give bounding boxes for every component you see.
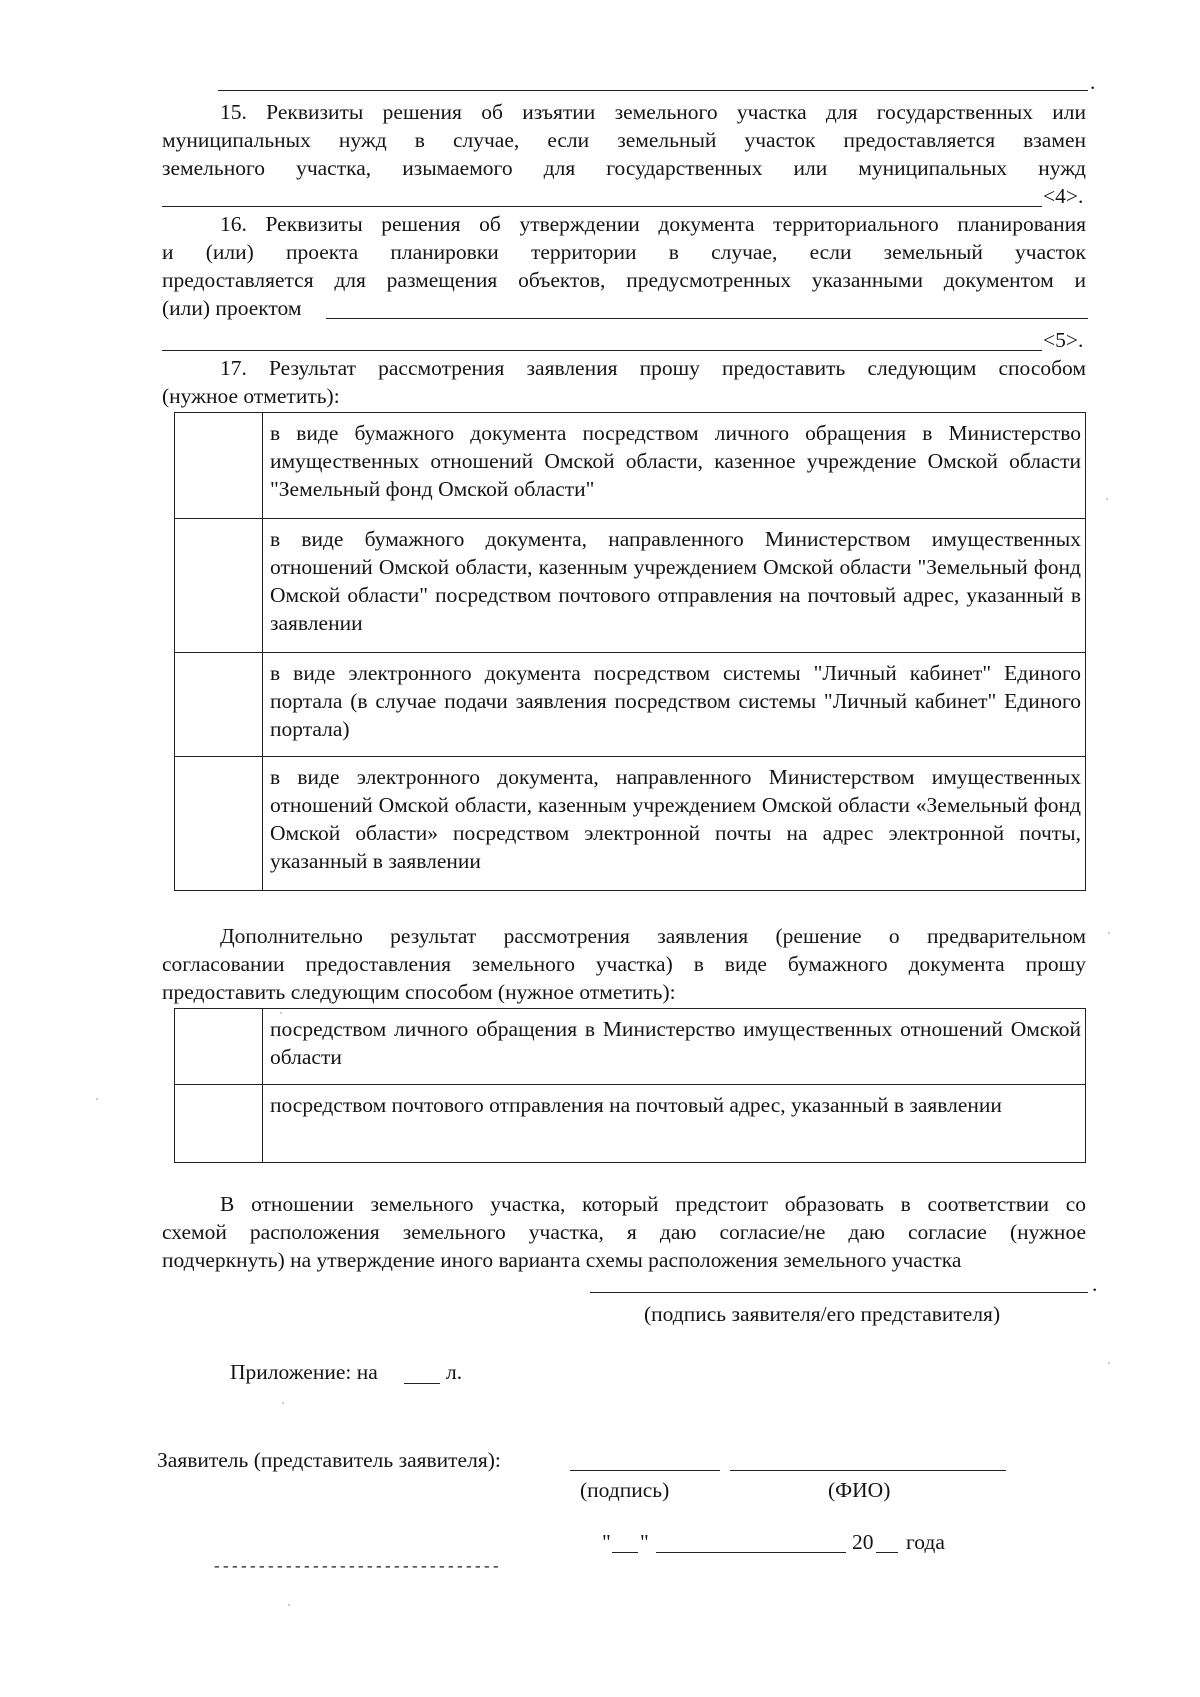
attachment-pages-blank[interactable] <box>404 1383 440 1384</box>
p16-blank-line-2 <box>162 350 1042 351</box>
attachment-label: Приложение: на <box>230 1360 378 1384</box>
p15-line-2: муниципальных нужд в случае, если земельный участок предоставляется взамен <box>162 128 1086 152</box>
delivery-option-checkbox[interactable] <box>175 519 263 653</box>
p16-line-1: 16. Реквизиты решения об утверждении документа территориального планирования <box>220 212 1086 236</box>
date-day-blank[interactable] <box>612 1552 638 1553</box>
consent-line-1: В отношении земельного участка, который предстоит образовать в соответствии со <box>220 1192 1086 1216</box>
p17-line-1: 17. Результат рассмотрения заявления прошу предоставить следующим способом <box>220 356 1086 380</box>
scan-speck <box>1108 1362 1110 1364</box>
paper-option-row <box>175 1085 1086 1163</box>
applicant-signature-caption: (подпись) <box>580 1478 670 1502</box>
consent-signature-line[interactable] <box>590 1292 1088 1293</box>
scan-speck <box>282 1402 284 1404</box>
footnote-separator: -------------------------------- <box>212 1558 501 1576</box>
p15-line-3: земельного участка, изымаемого для государственных или муниципальных нужд <box>162 156 1086 180</box>
applicant-signature-line[interactable] <box>570 1470 720 1471</box>
delivery-options-table <box>174 412 1086 891</box>
paper-option-row <box>175 1009 1086 1085</box>
p16-line-2: и (или) проекта планировки территории в случае, если земельный участок <box>162 240 1086 264</box>
scan-speck <box>280 1012 282 1014</box>
paper-option-text: посредством почтового отправления на почтовый адрес, указанный в заявлении <box>263 1085 1086 1163</box>
p17-line-2: (нужное отметить): <box>162 384 340 408</box>
paper-option-checkbox[interactable] <box>175 1085 263 1163</box>
consent-line-3: подчеркнуть) на утверждение иного варианта схемы расположения земельного участка <box>162 1248 962 1272</box>
p16-line-3: предоставляется для размещения объектов, предусмотренных указанными документом и <box>162 268 1086 292</box>
date-year-prefix: 20 <box>852 1530 874 1554</box>
p15-footnote-ref: <4>. <box>1043 184 1084 208</box>
date-quote-close: " <box>640 1530 649 1554</box>
top-rule <box>218 90 1088 91</box>
p15-line-1: 15. Реквизиты решения об изъятии земельного участка для государственных или <box>220 100 1086 124</box>
additional-line-3: предоставить следующим способом (нужное отметить): <box>162 980 676 1004</box>
additional-line-1: Дополнительно результат рассмотрения заявления (решение о предварительном <box>220 924 1086 948</box>
date-year-blank[interactable] <box>876 1552 898 1553</box>
delivery-option-checkbox[interactable] <box>175 653 263 757</box>
delivery-option-text: в виде электронного документа посредством системы "Личный кабинет" Единого портала (в случае подачи заявления посредством системы "Личный кабинет" Единого портала) <box>263 653 1086 757</box>
date-quote-open: " <box>602 1530 611 1554</box>
scan-speck <box>288 1604 290 1606</box>
delivery-option-checkbox[interactable] <box>175 413 263 519</box>
paper-option-checkbox[interactable] <box>175 1009 263 1085</box>
delivery-option-row <box>175 757 1086 891</box>
attachment-unit: л. <box>446 1360 463 1384</box>
p15-blank-line <box>162 206 1042 207</box>
scan-speck <box>96 1098 98 1100</box>
paper-option-text: посредством личного обращения в Министерство имущественных отношений Омской области <box>263 1009 1086 1085</box>
delivery-option-checkbox[interactable] <box>175 757 263 891</box>
delivery-option-row <box>175 519 1086 653</box>
p16-footnote-ref: <5>. <box>1043 328 1084 352</box>
date-month-blank[interactable] <box>656 1552 846 1553</box>
date-year-suffix: года <box>906 1530 945 1554</box>
delivery-option-text: в виде электронного документа, направленного Министерством имущественных отношений Омской области, казенным учреждением Омской области «Земельный фонд Омской области» посредством электронной почты на адрес электронной почты, указанный в заявлении <box>263 757 1086 891</box>
consent-line-2: схемой расположения земельного участка, я даю согласие/не даю согласие (нужное <box>162 1220 1086 1244</box>
scan-speck <box>1108 932 1110 934</box>
p16-line-4: (или) проектом <box>162 296 302 320</box>
applicant-name-line[interactable] <box>730 1470 1006 1471</box>
consent-signature-caption: (подпись заявителя/его представителя) <box>644 1302 1001 1326</box>
delivery-option-text: в виде бумажного документа посредством личного обращения в Министерство имущественных отношений Омской области, казенное учреждение Омской области "Земельный фонд Омской области" <box>263 413 1086 519</box>
applicant-name-caption: (ФИО) <box>828 1478 891 1502</box>
delivery-option-text: в виде бумажного документа, направленного Министерством имущественных отношений Омской области, казенным учреждением Омской области "Земельный фонд Омской области" посредством почтового отправления на почтовый адрес, указанный в заявлении <box>263 519 1086 653</box>
top-dot: . <box>1090 70 1096 94</box>
scan-speck <box>1106 498 1108 500</box>
delivery-option-row <box>175 653 1086 757</box>
additional-line-2: согласовании предоставления земельного участка) в виде бумажного документа прошу <box>162 952 1086 976</box>
paper-options-table <box>174 1008 1086 1163</box>
consent-dot: . <box>1092 1272 1098 1296</box>
delivery-option-row <box>175 413 1086 519</box>
p16-blank-line-1 <box>326 318 1088 319</box>
applicant-label: Заявитель (представитель заявителя): <box>157 1448 501 1472</box>
